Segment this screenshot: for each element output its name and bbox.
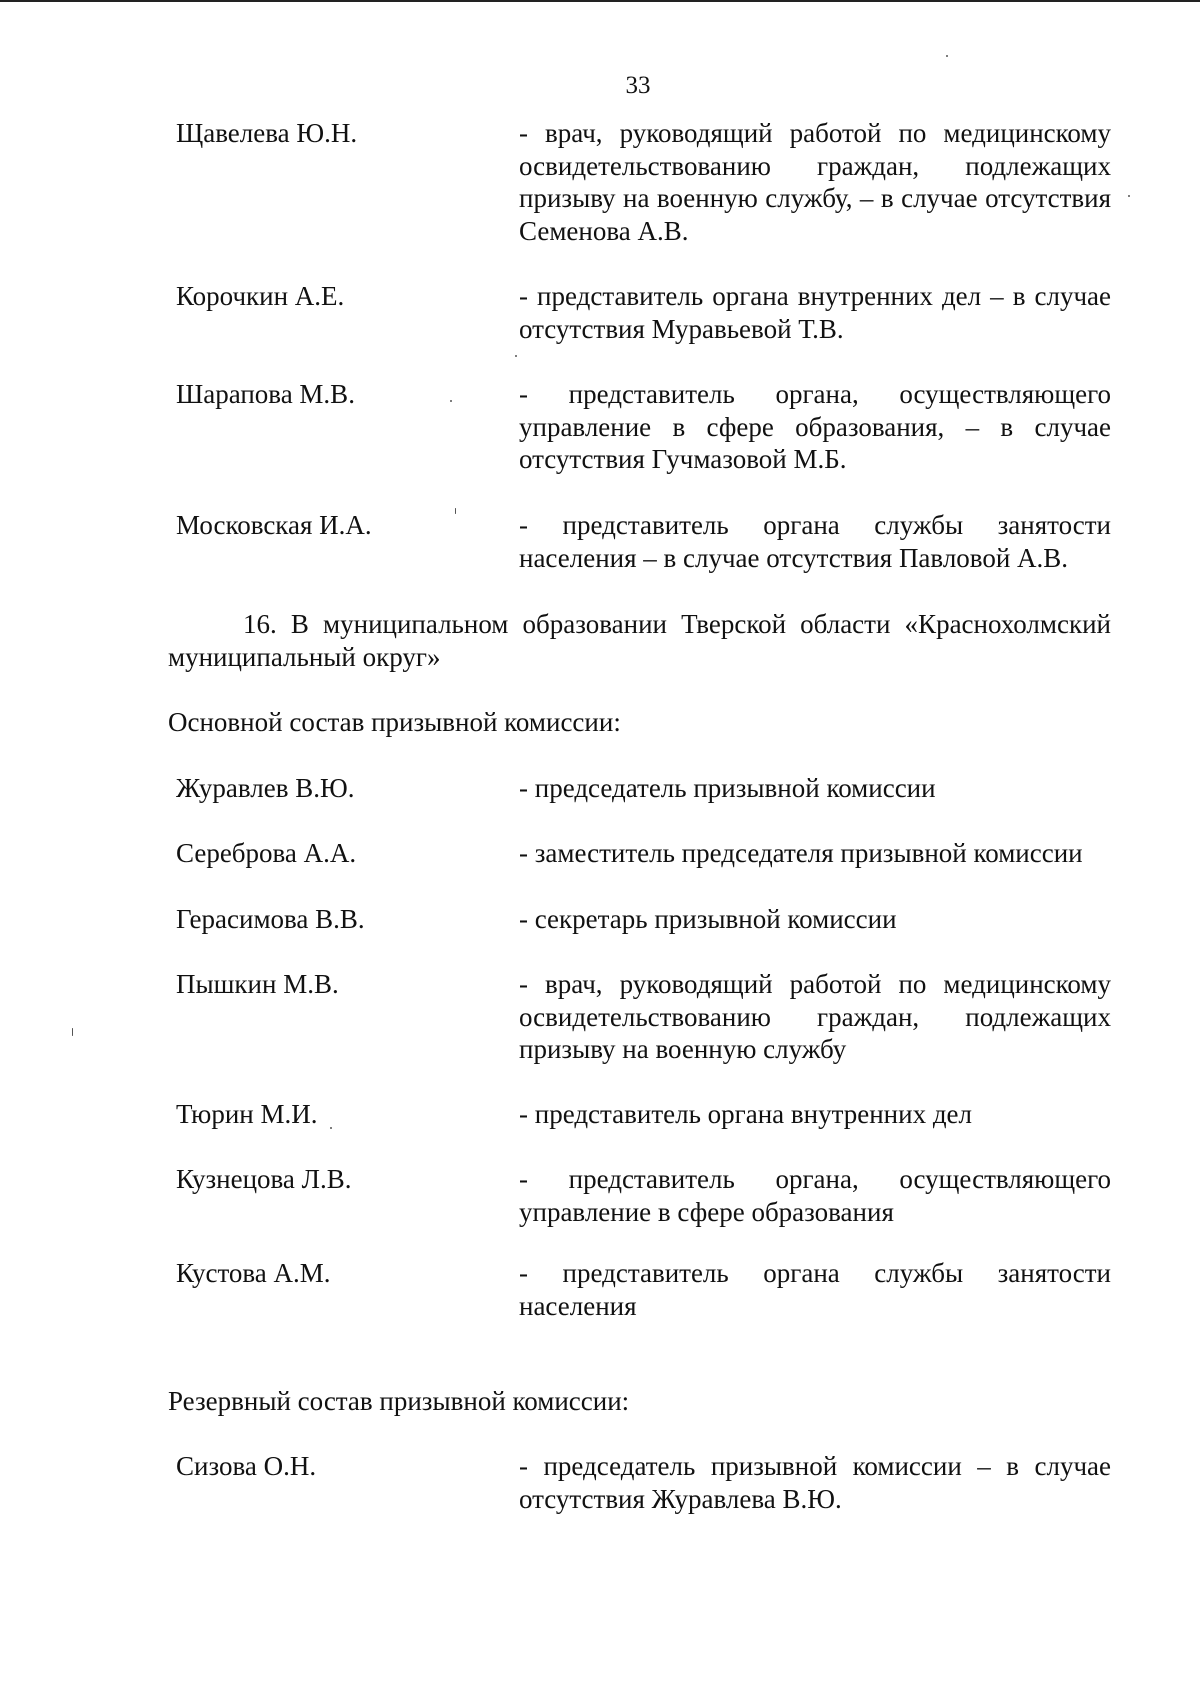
member-name: Тюрин М.И. <box>176 1099 318 1129</box>
member-name: Герасимова В.В. <box>176 904 365 934</box>
main-composition-heading: Основной состав призывной комиссии: <box>168 707 621 737</box>
member-role: - председатель призывной комиссии – в случае отсутствия Журавлева В.Ю. <box>519 1451 1111 1514</box>
member-role: - представитель органа службы занятости населения – в случае отсутствия Павловой А.В. <box>519 510 1111 573</box>
member-name: Сизова О.Н. <box>176 1451 317 1481</box>
member-name: Щавелева Ю.Н. <box>176 118 358 148</box>
scan-speck <box>515 355 517 357</box>
reserve-composition-heading: Резервный состав призывной комиссии: <box>168 1386 630 1416</box>
member-role: - секретарь призывной комиссии <box>519 904 897 934</box>
member-name: Корочкин А.Е. <box>176 281 345 311</box>
member-role: - председатель призывной комиссии <box>519 773 936 803</box>
section-16-text: 16. В муниципальном образовании Тверской области «Краснохолмский муниципальный округ» <box>168 609 1111 672</box>
member-role: - представитель органа службы занятости населения <box>519 1258 1111 1321</box>
member-name: Шарапова М.В. <box>176 379 355 409</box>
member-role: - представитель органа внутренних дел – в случае отсутствия Муравьевой Т.В. <box>519 281 1111 344</box>
member-name: Кустова А.М. <box>176 1258 331 1288</box>
member-role: - представитель органа внутренних дел <box>519 1099 973 1129</box>
member-name: Сереброва А.А. <box>176 838 357 868</box>
member-role: - врач, руководящий работой по медицинскому освидетельствованию граждан, подлежащих призыву на военную службу, – в случае отсутствия Семенова А.В. <box>519 118 1111 246</box>
scan-speck <box>946 55 948 57</box>
scan-speck <box>455 508 456 514</box>
member-role: - заместитель председателя призывной комиссии <box>519 838 1083 868</box>
member-name: Кузнецова Л.В. <box>176 1164 352 1194</box>
member-name: Пышкин М.В. <box>176 969 339 999</box>
page-top-edge <box>0 0 1200 2</box>
scan-speck <box>330 1127 332 1129</box>
member-role: - врач, руководящий работой по медицинскому освидетельствованию граждан, подлежащих призыву на военную службу <box>519 969 1111 1064</box>
member-role: - представитель органа, осуществляющего управление в сфере образования, – в случае отсутствия Гучмазовой М.Б. <box>519 379 1111 474</box>
member-role: - представитель органа, осуществляющего управление в сфере образования <box>519 1164 1111 1227</box>
scan-speck <box>450 400 452 402</box>
page-number: 33 <box>625 72 651 99</box>
section-paragraph <box>168 608 1111 674</box>
member-name: Журавлев В.Ю. <box>176 773 355 803</box>
scan-speck <box>72 1028 73 1036</box>
member-name: Московская И.А. <box>176 510 372 540</box>
scan-speck <box>1128 195 1130 197</box>
